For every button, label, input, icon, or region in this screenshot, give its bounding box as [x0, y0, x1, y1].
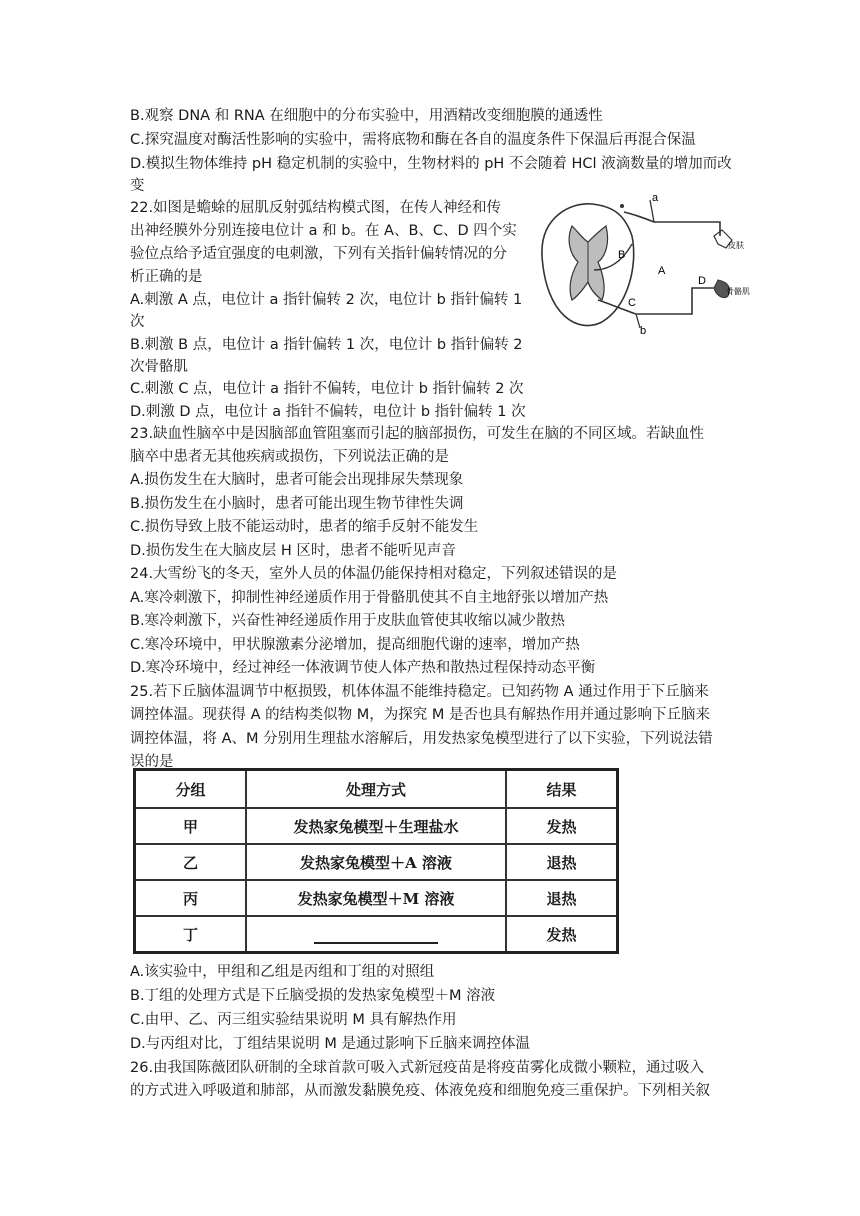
q25-option-d: D.与丙组对比，丁组结果说明 M 是通过影响下丘脑来调控体温 [130, 1036, 531, 1052]
q26-stem-1: 26.由我国陈薇团队研制的全球首款可吸入式新冠疫苗是将疫苗雾化成微小颗粒，通过吸入 [130, 1060, 705, 1076]
q22-option-d: D.刺激 D 点，电位计 a 指针不偏转，电位计 b 指针偏转 1 次 [130, 404, 526, 420]
q22-stem-3: 验位点给予适宜强度的电刺激，下列有关指针偏转情况的分 [130, 246, 507, 262]
cell-result: 发热 [506, 808, 618, 844]
q24-option-d: D.寒冷环境中，经过神经一体液调节使人体产热和散热过程保持动态平衡 [130, 660, 596, 676]
q25-stem-2: 调控体温。现获得 A 的结构类似物 M，为探究 M 是否也具有解热作用并通过影响下丘脑来 [130, 707, 710, 723]
answer-blank [314, 924, 438, 944]
afferent-nerve [624, 212, 720, 236]
option-b-q21: B.观察 DNA 和 RNA 在细胞中的分布实验中，用酒精改变细胞膜的通透性 [130, 108, 603, 124]
reflex-arc-diagram [532, 192, 750, 337]
cell-result: 发热 [506, 916, 618, 953]
q24-option-c: C.寒冷环境中，甲状腺激素分泌增加，提高细胞代谢的速率，增加产热 [130, 637, 580, 653]
q23-stem-2: 脑卒中患者无其他疾病或损伤，下列说法正确的是 [130, 449, 449, 465]
q24-option-a: A.寒冷刺激下，抑制性神经递质作用于骨骼肌使其不自主地舒张以增加产热 [130, 590, 609, 606]
q23-option-d: D.损伤发生在大脑皮层 H 区时，患者不能听见声音 [130, 543, 456, 559]
cell-group: 丁 [135, 916, 247, 953]
option-c-q21: C.探究温度对酶活性影响的实验中，需将底物和酶在各自的温度条件下保温后再混合保温 [130, 132, 696, 148]
cell-group: 丙 [135, 880, 247, 916]
table-header-row [135, 770, 618, 809]
electrode-dot [620, 204, 624, 208]
q24-stem: 24.大雪纷飞的冬天，室外人员的体温仍能保持相对稳定，下列叙述错误的是 [130, 566, 618, 582]
cell-treatment: 发热家兔模型＋生理盐水 [246, 808, 506, 844]
q23-option-a: A.损伤发生在大脑时，患者可能会出现排尿失禁现象 [130, 472, 464, 488]
q22-option-a-cont: 次 [130, 314, 145, 330]
q26-stem-2: 的方式进入呼吸道和肺部，从而激发黏膜免疫、体液免疫和细胞免疫三重保护。下列相关叙 [130, 1083, 710, 1099]
cell-group: 乙 [135, 844, 247, 880]
q24-option-b: B.寒冷刺激下，兴奋性神经递质作用于皮肤血管使其收缩以减少散热 [130, 613, 566, 629]
cell-treatment: 发热家兔模型＋A 溶液 [246, 844, 506, 880]
q22-option-b-cont: 次骨骼肌 [130, 359, 188, 375]
q25-option-a: A.该实验中，甲组和乙组是丙组和丁组的对照组 [130, 964, 435, 980]
q23-option-c: C.损伤导致上肢不能运动时，患者的缩手反射不能发生 [130, 519, 479, 535]
q22-option-c: C.刺激 C 点，电位计 a 指针不偏转，电位计 b 指针偏转 2 次 [130, 381, 524, 397]
q22-stem-2: 出神经膜外分别连接电位计 a 和 b。在 A、B、C、D 四个实 [130, 223, 517, 239]
q23-option-b: B.损伤发生在小脑时，患者可能出现生物节律性失调 [130, 496, 464, 512]
label-muscle: 骨骼肌 [726, 287, 750, 296]
q22-stem-1: 22.如图是蟾蜍的屈肌反射弧结构模式图，在传人神经和传 [130, 200, 502, 216]
q25-stem-4: 误的是 [130, 754, 174, 770]
option-d-q21: D.模拟生物体维持 pH 稳定机制的实验中，生物材料的 pH 不会随着 HCl 液滴数量的增加而改 [130, 156, 732, 172]
cell-treatment-blank [246, 916, 506, 953]
q25-stem-1: 25.若下丘脑体温调节中枢损毁，机体体温不能维持稳定。已知药物 A 通过作用于下丘脑来 [130, 684, 709, 700]
label-A: A [658, 265, 666, 277]
label-skin: 皮肤 [728, 241, 744, 250]
cell-result: 退热 [506, 844, 618, 880]
option-d-q21-cont: 变 [130, 178, 145, 194]
q22-option-b: B.刺激 B 点，电位计 a 指针偏转 1 次，电位计 b 指针偏转 2 [130, 337, 523, 353]
table-row [135, 880, 618, 916]
table-row [135, 808, 618, 844]
q22-option-a: A.刺激 A 点，电位计 a 指针偏转 2 次，电位计 b 指针偏转 1 [130, 292, 523, 308]
label-b: b [640, 325, 647, 337]
q23-stem-1: 23.缺血性脑卒中是因脑部血管阻塞而引起的脑部损伤，可发生在脑的不同区域。若缺血性 [130, 426, 705, 442]
table-row [135, 844, 618, 880]
cell-treatment: 发热家兔模型＋M 溶液 [246, 880, 506, 916]
label-a: a [652, 192, 659, 204]
q22-stem-4: 析正确的是 [130, 269, 203, 285]
header-result: 结果 [506, 770, 618, 809]
cell-result: 退热 [506, 880, 618, 916]
experiment-table [133, 768, 619, 954]
header-group: 分组 [135, 770, 247, 809]
label-B: B [618, 249, 626, 261]
q25-stem-3: 调控体温，将 A、M 分别用生理盐水溶解后，用发热家兔模型进行了以下实验，下列说法错 [130, 731, 713, 747]
q25-option-c: C.由甲、乙、丙三组实验结果说明 M 具有解热作用 [130, 1012, 457, 1028]
header-treatment: 处理方式 [246, 770, 506, 809]
q25-option-b: B.丁组的处理方式是下丘脑受损的发热家兔模型＋M 溶液 [130, 988, 496, 1004]
label-D: D [698, 275, 706, 287]
cell-group: 甲 [135, 808, 247, 844]
table-row [135, 916, 618, 953]
label-C: C [628, 297, 636, 309]
